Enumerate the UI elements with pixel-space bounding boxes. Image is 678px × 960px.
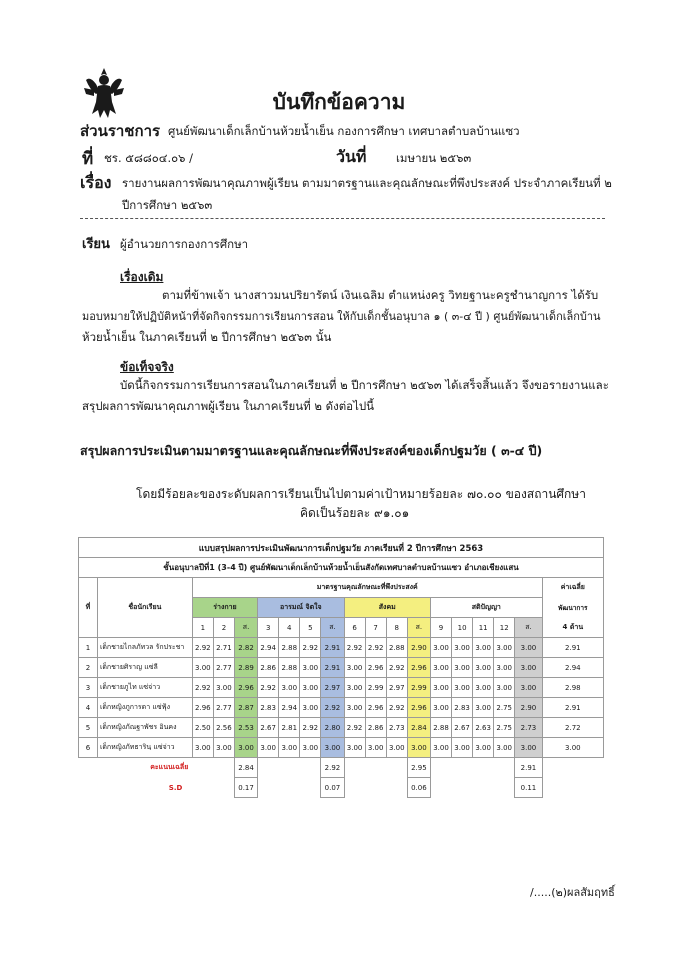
- score-cell: 2.92: [192, 678, 213, 698]
- score-cell: 2.92: [344, 638, 365, 658]
- mean-value-social: 2.95: [407, 758, 430, 778]
- original-matter-line3: ห้วยน้ำเย็น ในภาคเรียนที่ ๒ ปีการศึกษา ๒๕๖๓ นั้น: [82, 330, 332, 344]
- score-cell: 2.99: [365, 678, 386, 698]
- date-value: เมษายน ๒๕๖๓: [396, 151, 472, 165]
- score-cell: 3.00: [430, 658, 451, 678]
- score-cell: 2.88: [430, 718, 451, 738]
- subcol: 5: [300, 618, 321, 638]
- score-cell: 3.00: [515, 658, 542, 678]
- mean-label: คะแนนเฉลี่ย: [150, 763, 189, 772]
- score-cell: 2.91: [321, 658, 344, 678]
- score-cell: 2.75: [494, 718, 515, 738]
- score-cell: 2.73: [515, 718, 542, 738]
- subcol: ส.: [234, 618, 257, 638]
- score-cell: 2.83: [258, 698, 279, 718]
- average-cell: 3.00: [542, 738, 603, 758]
- score-cell: 3.00: [279, 738, 300, 758]
- subject-label: เรื่อง: [80, 173, 112, 192]
- score-cell: 3.00: [452, 658, 473, 678]
- score-cell: 2.90: [407, 638, 430, 658]
- score-cell: 3.00: [430, 638, 451, 658]
- subcol: 4: [279, 618, 300, 638]
- score-cell: 2.83: [452, 698, 473, 718]
- row-number: 2: [79, 658, 98, 678]
- average-cell: 2.91: [542, 698, 603, 718]
- score-cell: 3.00: [430, 678, 451, 698]
- group-social: สังคม: [344, 598, 430, 618]
- score-cell: 2.97: [386, 678, 407, 698]
- score-cell: 2.90: [515, 698, 542, 718]
- score-cell: 2.87: [234, 698, 257, 718]
- col-avg-header: ค่าเฉลี่ย: [542, 578, 603, 598]
- score-cell: 2.56: [213, 718, 234, 738]
- summary-line2: คิดเป็นร้อยละ ๙๑.๐๑: [300, 506, 410, 520]
- score-cell: 3.00: [473, 638, 494, 658]
- score-cell: 3.00: [494, 638, 515, 658]
- table-row: [79, 678, 604, 698]
- student-name: เด็กชายไกลภัทวล รักประชา: [97, 638, 192, 658]
- score-cell: 2.92: [365, 638, 386, 658]
- score-cell: 2.92: [300, 638, 321, 658]
- score-cell: 2.96: [407, 698, 430, 718]
- score-cell: 2.92: [321, 698, 344, 718]
- score-cell: 3.00: [213, 738, 234, 758]
- facts-heading: ข้อเท็จจริง: [120, 360, 174, 374]
- score-cell: 3.00: [344, 678, 365, 698]
- row-number: 3: [79, 678, 98, 698]
- subject-line2: ปีการศึกษา ๒๕๖๓: [122, 198, 213, 212]
- score-cell: 2.75: [494, 698, 515, 718]
- score-cell: 2.99: [407, 678, 430, 698]
- score-cell: 2.92: [300, 718, 321, 738]
- col-avg-header3: 4 ด้าน: [542, 618, 603, 638]
- score-cell: 2.86: [365, 718, 386, 738]
- score-cell: 3.00: [192, 658, 213, 678]
- score-cell: 3.00: [300, 658, 321, 678]
- row-number: 4: [79, 698, 98, 718]
- subcol: 11: [473, 618, 494, 638]
- score-cell: 2.67: [452, 718, 473, 738]
- score-cell: 2.92: [192, 638, 213, 658]
- ref-value: ชร. ๕๘๘๐๔.๐๖ /: [104, 151, 193, 165]
- summary-line1: โดยมีร้อยละของระดับผลการเรียนเป็นไปตามค่าเป้าหมายร้อยละ ๗๐.๐๐ ของสถานศึกษา: [136, 487, 586, 501]
- summary-heading: สรุปผลการประเมินตามมาตรฐานและคุณลักษณะที่พึงประสงค์ของเด็กปฐมวัย ( ๓-๔ ปี): [80, 443, 543, 458]
- score-cell: 3.00: [452, 738, 473, 758]
- original-matter-heading: เรื่องเดิม: [120, 270, 164, 284]
- score-cell: 3.00: [494, 738, 515, 758]
- col-no-header: ที่: [79, 578, 98, 638]
- score-cell: 3.00: [473, 738, 494, 758]
- ref-label: ที่: [82, 149, 94, 169]
- mean-value-emotional: 2.92: [321, 758, 344, 778]
- mean-value-physical: 2.84: [234, 758, 257, 778]
- separator-line: [80, 218, 605, 219]
- group-intellectual: สติปัญญา: [430, 598, 542, 618]
- score-cell: 3.00: [494, 658, 515, 678]
- sd-label: S.D: [168, 783, 183, 792]
- row-number: 5: [79, 718, 98, 738]
- col-name-header: ชื่อนักเรียน: [97, 578, 192, 638]
- score-cell: 3.00: [234, 738, 257, 758]
- score-cell: 2.80: [321, 718, 344, 738]
- score-cell: 2.94: [279, 698, 300, 718]
- score-cell: 3.00: [430, 738, 451, 758]
- score-cell: 2.63: [473, 718, 494, 738]
- subject-line1: รายงานผลการพัฒนาคุณภาพผู้เรียน ตามมาตรฐานและคุณลักษณะที่พึงประสงค์ ประจำภาคเรียนที่ ๒: [122, 176, 612, 190]
- facts-line1: บัดนี้กิจกรรมการเรียนการสอนในภาคเรียนที่ ๒ ปีการศึกษา ๒๕๖๓ ได้เสร็จสิ้นแล้ว จึงขอรายงานและ: [120, 378, 609, 392]
- date-label: วันที่: [336, 147, 367, 166]
- subcol: ส.: [321, 618, 344, 638]
- score-cell: 3.00: [300, 698, 321, 718]
- score-cell: 2.92: [386, 658, 407, 678]
- score-cell: 3.00: [365, 738, 386, 758]
- table-row: [79, 718, 604, 738]
- row-number: 6: [79, 738, 98, 758]
- assessment-table: [78, 537, 604, 839]
- subcol: 10: [452, 618, 473, 638]
- table-title2: ชั้นอนุบาลปีที่1 (3-4 ปี) ศูนย์พัฒนาเด็กเล็กบ้านห้วยน้ำเย็นสังกัดเทศบาลตำบลบ้านแซว อำเภอเชียงแสน: [79, 558, 604, 578]
- score-cell: 2.96: [365, 658, 386, 678]
- score-cell: 3.00: [452, 678, 473, 698]
- score-cell: 2.96: [192, 698, 213, 718]
- score-cell: 2.86: [258, 658, 279, 678]
- sd-value-physical: 0.17: [234, 778, 257, 798]
- subcol: 8: [386, 618, 407, 638]
- student-name: เด็กหญิงภัณฐาพัชร อินคง: [97, 718, 192, 738]
- score-cell: 2.50: [192, 718, 213, 738]
- score-cell: 2.89: [234, 658, 257, 678]
- score-cell: 3.00: [430, 698, 451, 718]
- score-cell: 2.77: [213, 698, 234, 718]
- sd-value-emotional: 0.07: [321, 778, 344, 798]
- subcol: 9: [430, 618, 451, 638]
- score-cell: 3.00: [473, 698, 494, 718]
- average-cell: 2.72: [542, 718, 603, 738]
- score-cell: 3.00: [473, 658, 494, 678]
- average-cell: 2.98: [542, 678, 603, 698]
- score-cell: 3.00: [321, 738, 344, 758]
- average-cell: 2.91: [542, 638, 603, 658]
- student-name: เด็กหญิงภูการดา แซ่ฟุ้ง: [97, 698, 192, 718]
- agency-value: ศูนย์พัฒนาเด็กเล็กบ้านห้วยน้ำเย็น กองการศึกษา เทศบาลตำบลบ้านแซว: [168, 124, 520, 138]
- score-cell: 3.00: [192, 738, 213, 758]
- score-cell: 2.82: [234, 638, 257, 658]
- score-cell: 2.96: [234, 678, 257, 698]
- score-cell: 2.88: [279, 638, 300, 658]
- score-cell: 2.92: [258, 678, 279, 698]
- document-title: บันทึกข้อความ: [272, 90, 406, 114]
- score-cell: 2.96: [407, 658, 430, 678]
- facts-line2: สรุปผลการพัฒนาคุณภาพผู้เรียน ในภาคเรียนที่ ๒ ดังต่อไปนี้: [82, 399, 375, 413]
- score-cell: 3.00: [494, 678, 515, 698]
- subcol: 2: [213, 618, 234, 638]
- score-cell: 3.00: [386, 738, 407, 758]
- score-cell: 3.00: [407, 738, 430, 758]
- score-cell: 3.00: [473, 678, 494, 698]
- subcol: 7: [365, 618, 386, 638]
- subcol: 6: [344, 618, 365, 638]
- table-title1: แบบสรุปผลการประเมินพัฒนาการเด็กปฐมวัย ภาคเรียนที่ 2 ปีการศึกษา 2563: [79, 538, 604, 558]
- sd-value-intellectual: 0.11: [515, 778, 542, 798]
- table-row: [79, 658, 604, 678]
- score-cell: 2.73: [386, 718, 407, 738]
- footer-continuation: /.....(๒)ผลสัมฤทธิ์: [530, 886, 615, 899]
- score-cell: 2.81: [279, 718, 300, 738]
- score-cell: 3.00: [515, 638, 542, 658]
- score-cell: 2.96: [365, 698, 386, 718]
- score-cell: 3.00: [279, 678, 300, 698]
- subcol: 12: [494, 618, 515, 638]
- original-matter-line1: ตามที่ข้าพเจ้า นางสาวมนปริยารัตน์ เงินเฉลิม ตำแหน่งครู วิทยฐานะครูชำนาญการ ได้รับ: [162, 288, 599, 302]
- score-cell: 2.97: [321, 678, 344, 698]
- score-cell: 3.00: [515, 738, 542, 758]
- table-row: [79, 638, 604, 658]
- score-cell: 3.00: [452, 638, 473, 658]
- score-cell: 3.00: [344, 658, 365, 678]
- score-cell: 3.00: [300, 678, 321, 698]
- student-name: เด็กหญิงภัทธารินฺ แซ่จ่าว: [97, 738, 192, 758]
- to-value: ผู้อำนวยการกองการศึกษา: [120, 237, 249, 251]
- score-cell: 3.00: [344, 738, 365, 758]
- sd-value-social: 0.06: [407, 778, 430, 798]
- mean-value-intellectual: 2.91: [515, 758, 542, 778]
- score-cell: 2.53: [234, 718, 257, 738]
- col-standard-header: มาตรฐานคุณลักษณะที่พึงประสงค์: [192, 578, 542, 598]
- score-cell: 3.00: [258, 738, 279, 758]
- score-cell: 3.00: [515, 678, 542, 698]
- score-cell: 3.00: [344, 698, 365, 718]
- score-cell: 3.00: [213, 678, 234, 698]
- original-matter-line2: มอบหมายให้ปฏิบัติหน้าที่จัดกิจกรรมการเรียนการสอน ให้กับเด็กชั้นอนุบาล ๑ ( ๓-๔ ปี ) ศูนย์พัฒนาเด็กเล็กบ้าน: [82, 310, 601, 323]
- score-cell: 2.77: [213, 658, 234, 678]
- score-cell: 3.00: [300, 738, 321, 758]
- average-cell: 2.94: [542, 658, 603, 678]
- col-avg-header2: พัฒนาการ: [542, 598, 603, 618]
- score-cell: 2.94: [258, 638, 279, 658]
- table-row: [79, 738, 604, 758]
- subcol: 3: [258, 618, 279, 638]
- score-cell: 2.71: [213, 638, 234, 658]
- subcol: 1: [192, 618, 213, 638]
- score-cell: 2.92: [344, 718, 365, 738]
- subcol: ส.: [407, 618, 430, 638]
- student-name: เด็กชายศิราญ แซ่ลี: [97, 658, 192, 678]
- agency-label: ส่วนราชการ: [80, 122, 161, 140]
- to-label: เรียน: [82, 237, 110, 252]
- student-name: เด็กชายภูไท แซ่จ่าว: [97, 678, 192, 698]
- score-cell: 2.84: [407, 718, 430, 738]
- score-cell: 2.88: [386, 638, 407, 658]
- score-cell: 2.91: [321, 638, 344, 658]
- score-cell: 2.67: [258, 718, 279, 738]
- table-row: [79, 698, 604, 718]
- group-physical: ร่างกาย: [192, 598, 257, 618]
- row-number: 1: [79, 638, 98, 658]
- group-emotional: อารมณ์ จิตใจ: [258, 598, 344, 618]
- score-cell: 2.88: [279, 658, 300, 678]
- subcol: ส.: [515, 618, 542, 638]
- score-cell: 2.92: [386, 698, 407, 718]
